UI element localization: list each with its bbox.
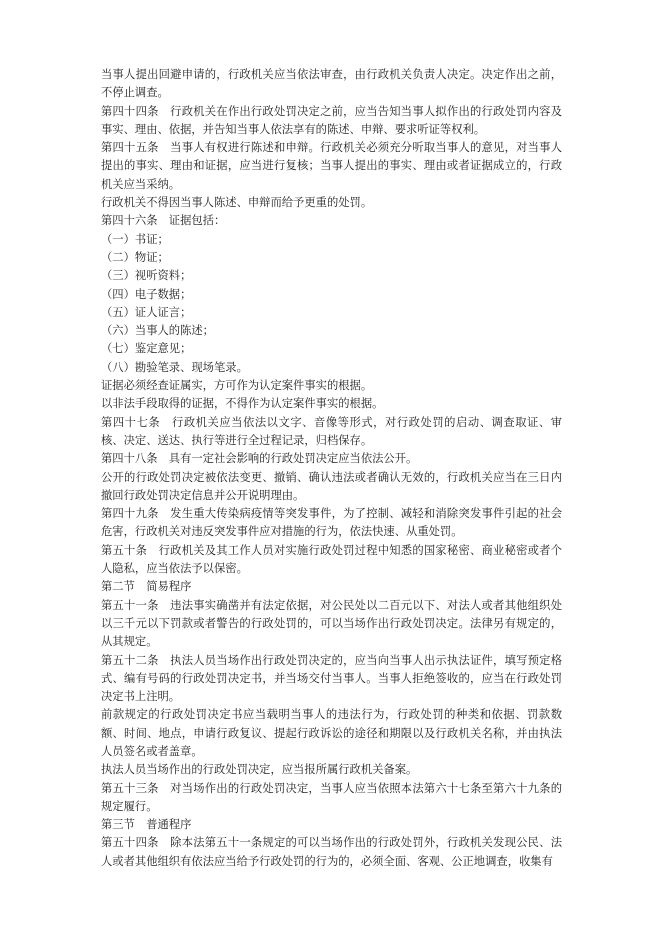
article-44: 第四十四条 行政机关在作出行政处罚决定之前，应当告知当事人拟作出的行政处罚内容及事实、理由、依据，并告知当事人依法享有的陈述、申辩、要求听证等权利。: [101, 104, 562, 136]
list-item: （五）证人证言；: [101, 305, 192, 319]
article-50: 第五十条 行政机关及其工作人员对实施行政处罚过程中知悉的国家秘密、商业秘密或者个人隐私，应当依法予以保密。: [101, 543, 562, 576]
list-item: （三）视听资料；: [101, 269, 192, 283]
article-47: 第四十七条 行政机关应当依法以文字、音像等形式，对行政处罚的启动、调查取证、审核、决定、送达、执行等进行全过程记录，归档保存。: [101, 415, 562, 447]
article-51: 第五十一条 违法事实确凿并有法定依据，对公民处以二百元以下、对法人或者其他组织处以三千元以下罚款或者警告的行政处罚的，可以当场作出行政处罚决定。法律另有规定的，从其规定。: [101, 598, 562, 649]
paragraph: 行政机关不得因当事人陈述、申辩而给予更重的处罚。: [101, 196, 373, 210]
list-item: （一）书证；: [101, 232, 169, 246]
section-heading: 第二节 简易程序: [101, 580, 192, 594]
section-heading: 第三节 普通程序: [101, 818, 192, 832]
list-item: （四）电子数据；: [101, 287, 192, 301]
article-46: 第四十六条 证据包括：: [101, 214, 226, 228]
article-45: 第四十五条 当事人有权进行陈述和申辩。行政机关必须充分听取当事人的意见，对当事人提出的事实、理由和证据，应当进行复核；当事人提出的事实、理由或者证据成立的，行政机关应当采纳。: [101, 141, 562, 191]
paragraph: 前款规定的行政处罚决定书应当载明当事人的违法行为，行政处罚的种类和依据、罚款数额、时间、地点，申请行政复议、提起行政诉讼的途径和期限以及行政机关名称，并由执法人员签名或者盖章。: [101, 708, 562, 758]
paragraph: 执法人员当场作出的行政处罚决定，应当报所属行政机关备案。: [101, 763, 418, 777]
paragraph: 公开的行政处罚决定被依法变更、撤销、确认违法或者确认无效的，行政机关应当在三日内撤回行政处罚决定信息并公开说明理由。: [101, 470, 562, 502]
article-54: 第五十四条 除本法第五十一条规定的可以当场作出的行政处罚外，行政机关发现公民、法人或者其他组织有依法应当给予行政处罚的行为的，必须全面、客观、公正地调查，收集有: [101, 836, 562, 868]
list-item: （八）勘验笔录、现场笔录。: [101, 360, 248, 374]
article-49: 第四十九条 发生重大传染病疫情等突发事件，为了控制、减轻和消除突发事件引起的社会危害，行政机关对违反突发事件应对措施的行为，依法快速、从重处罚。: [101, 507, 562, 539]
paragraph: 以非法手段取得的证据，不得作为认定案件事实的根据。: [101, 397, 384, 411]
list-item: （二）物证；: [101, 250, 169, 264]
article-48: 第四十八条 具有一定社会影响的行政处罚决定应当依法公开。: [101, 452, 418, 466]
list-item: （七）鉴定意见；: [101, 342, 192, 356]
article-53: 第五十三条 对当场作出的行政处罚决定，当事人应当依照本法第六十七条至第六十九条的规定履行。: [101, 781, 562, 813]
document-body: [101, 66, 562, 871]
paragraph: 证据必须经查证属实，方可作为认定案件事实的根据。: [101, 379, 373, 393]
article-52: 第五十二条 执法人员当场作出行政处罚决定的，应当向当事人出示执法证件，填写预定格式、编有号码的行政处罚决定书，并当场交付当事人。当事人拒绝签收的，应当在行政处罚决定书上注明。: [101, 653, 562, 704]
list-item: （六）当事人的陈述；: [101, 324, 214, 338]
paragraph: 当事人提出回避申请的，行政机关应当依法审查，由行政机关负责人决定。决定作出之前，不停止调查。: [101, 68, 562, 100]
